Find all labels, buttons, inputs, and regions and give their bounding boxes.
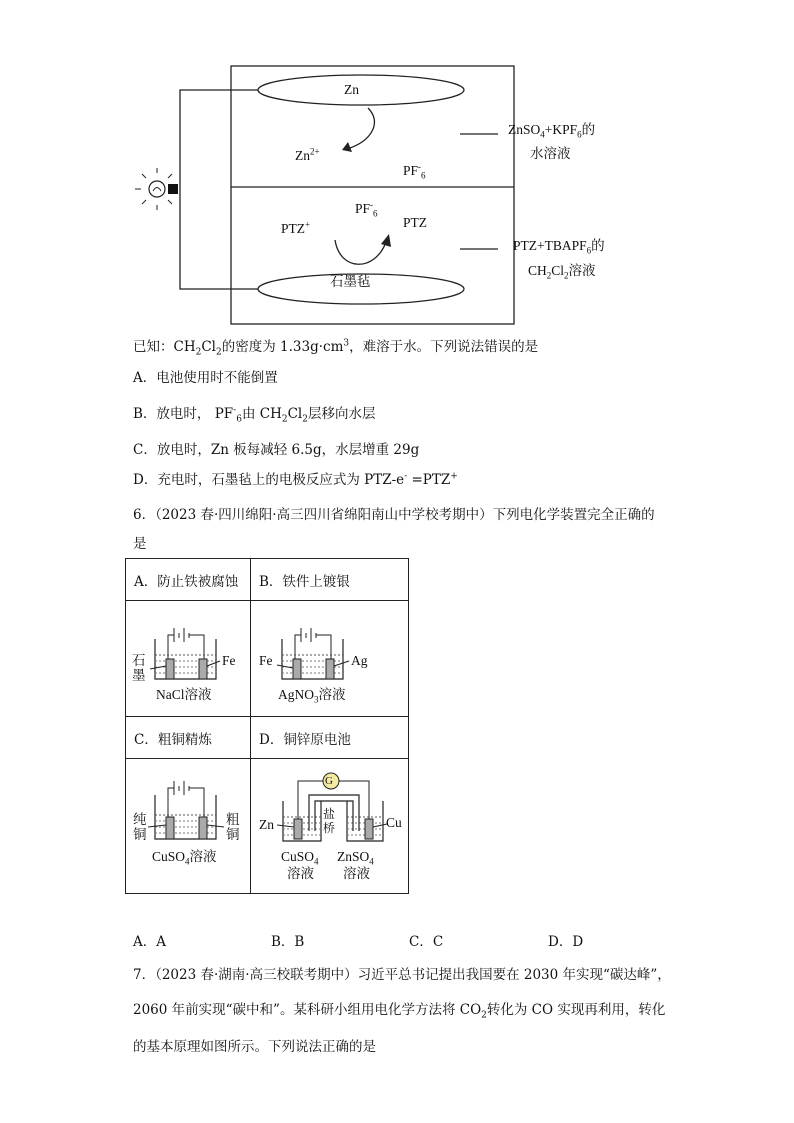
- q7-stem-line3: 的基本原理如图所示。下列说法正确的是: [133, 1039, 376, 1055]
- organic-layer-label: $PTZ+TBAPF_6$的: [513, 238, 605, 256]
- cell-d-apparatus: [251, 759, 409, 894]
- zn-ion-label: $Zn^{2+}$: [295, 146, 320, 163]
- cell-a-apparatus: [126, 601, 251, 717]
- q6-choice-b: B．B: [271, 934, 305, 950]
- q6-options-table: [125, 558, 409, 894]
- q5-option-c: C．放电时，Zn 板每减轻 6.5g，水层增重 29g: [133, 442, 420, 458]
- cell-d-left-solution-line2: 溶液: [287, 866, 314, 882]
- cell-d-left-solution: CuSO$_4$: [281, 849, 319, 867]
- cell-d-left-electrode: Zn: [259, 817, 274, 832]
- q6-choice-d: D．D: [548, 934, 584, 950]
- cell-d-title: D．铜锌原电池: [251, 717, 409, 759]
- galvanometer-label: G: [325, 775, 333, 787]
- cell-a-left-electrode: 石 墨: [132, 653, 146, 684]
- cell-a-title: A．防止铁被腐蚀: [126, 559, 251, 601]
- cell-c-solution: CuSO$_4$溶液: [152, 849, 217, 867]
- cell-a-solution: NaCl溶液: [156, 687, 212, 702]
- cell-d-right-solution-line2: 溶液: [343, 866, 370, 882]
- cell-b-title: B．铁件上镀银: [251, 559, 409, 601]
- pf6-lower-label: $PF^-_6$: [355, 199, 378, 219]
- cell-c-left-electrode: 纯 铜: [133, 812, 147, 843]
- salt-bridge-label: 盐 桥: [323, 807, 336, 835]
- cell-d-right-electrode: Cu: [386, 815, 402, 830]
- q7-stem-line2: 2060 年前实现“碳中和”。某科研小组用电化学方法将 $CO_2$转化为 CO 实现再利用，转化: [133, 1002, 666, 1021]
- ptz-label: PTZ: [403, 215, 428, 230]
- ptz-plus-label: PTZ+: [281, 219, 311, 236]
- battery-diagram-lines: [130, 60, 650, 330]
- cell-b-left-electrode: Fe: [259, 653, 273, 668]
- q7-stem-line1: 7．（2023 春·湖南·高三校联考期中）习近平总书记提出我国要在 2030 年实现“碳达峰”，: [133, 967, 671, 983]
- pf6-upper-label: $PF^-_6$: [403, 161, 426, 181]
- cell-c-right-electrode: 粗 铜: [226, 812, 240, 843]
- cell-b-right-electrode: Ag: [351, 653, 368, 668]
- organic-layer-label-line2: $CH_2Cl_2$溶液: [528, 263, 596, 281]
- q6-stem-line2: 是: [133, 536, 147, 552]
- q6-choice-a: A．A: [133, 934, 166, 950]
- q5-known-condition: 已知：$CH_2Cl_2$的密度为 $1.33g\cdot cm^3$，难溶于水。下列说法错误的是: [133, 338, 539, 358]
- cell-b-apparatus: [251, 601, 409, 717]
- cell-c-apparatus: [126, 759, 251, 894]
- zn-electrode-label: Zn: [344, 82, 359, 97]
- battery-diagram: [130, 60, 650, 330]
- q5-option-d: D．充电时，石墨毡上的电极反应式为 PTZ-e- =PTZ+: [133, 471, 458, 488]
- cell-c-title: C．粗铜精炼: [126, 717, 251, 759]
- cell-a-right-electrode: Fe: [222, 653, 236, 668]
- aqueous-layer-label: $ZnSO_4+KPF_6$的: [508, 122, 596, 140]
- aqueous-layer-label-line2: 水溶液: [530, 146, 571, 162]
- q6-stem: 6．（2023 春·四川绵阳·高三四川省绵阳南山中学校考期中）下列电化学装置完全正确的: [133, 507, 655, 523]
- q5-option-a: A．电池使用时不能倒置: [133, 370, 278, 386]
- cell-d-right-solution: ZnSO$_4$: [337, 849, 374, 867]
- q5-option-b: B．放电时， $PF^-_6$由 $CH_2Cl_2$层移向水层: [133, 405, 376, 425]
- cell-b-solution: AgNO$_3$溶液: [278, 687, 346, 705]
- graphite-felt-label: 石墨毡: [330, 274, 371, 290]
- q6-choice-c: C．C: [409, 934, 444, 950]
